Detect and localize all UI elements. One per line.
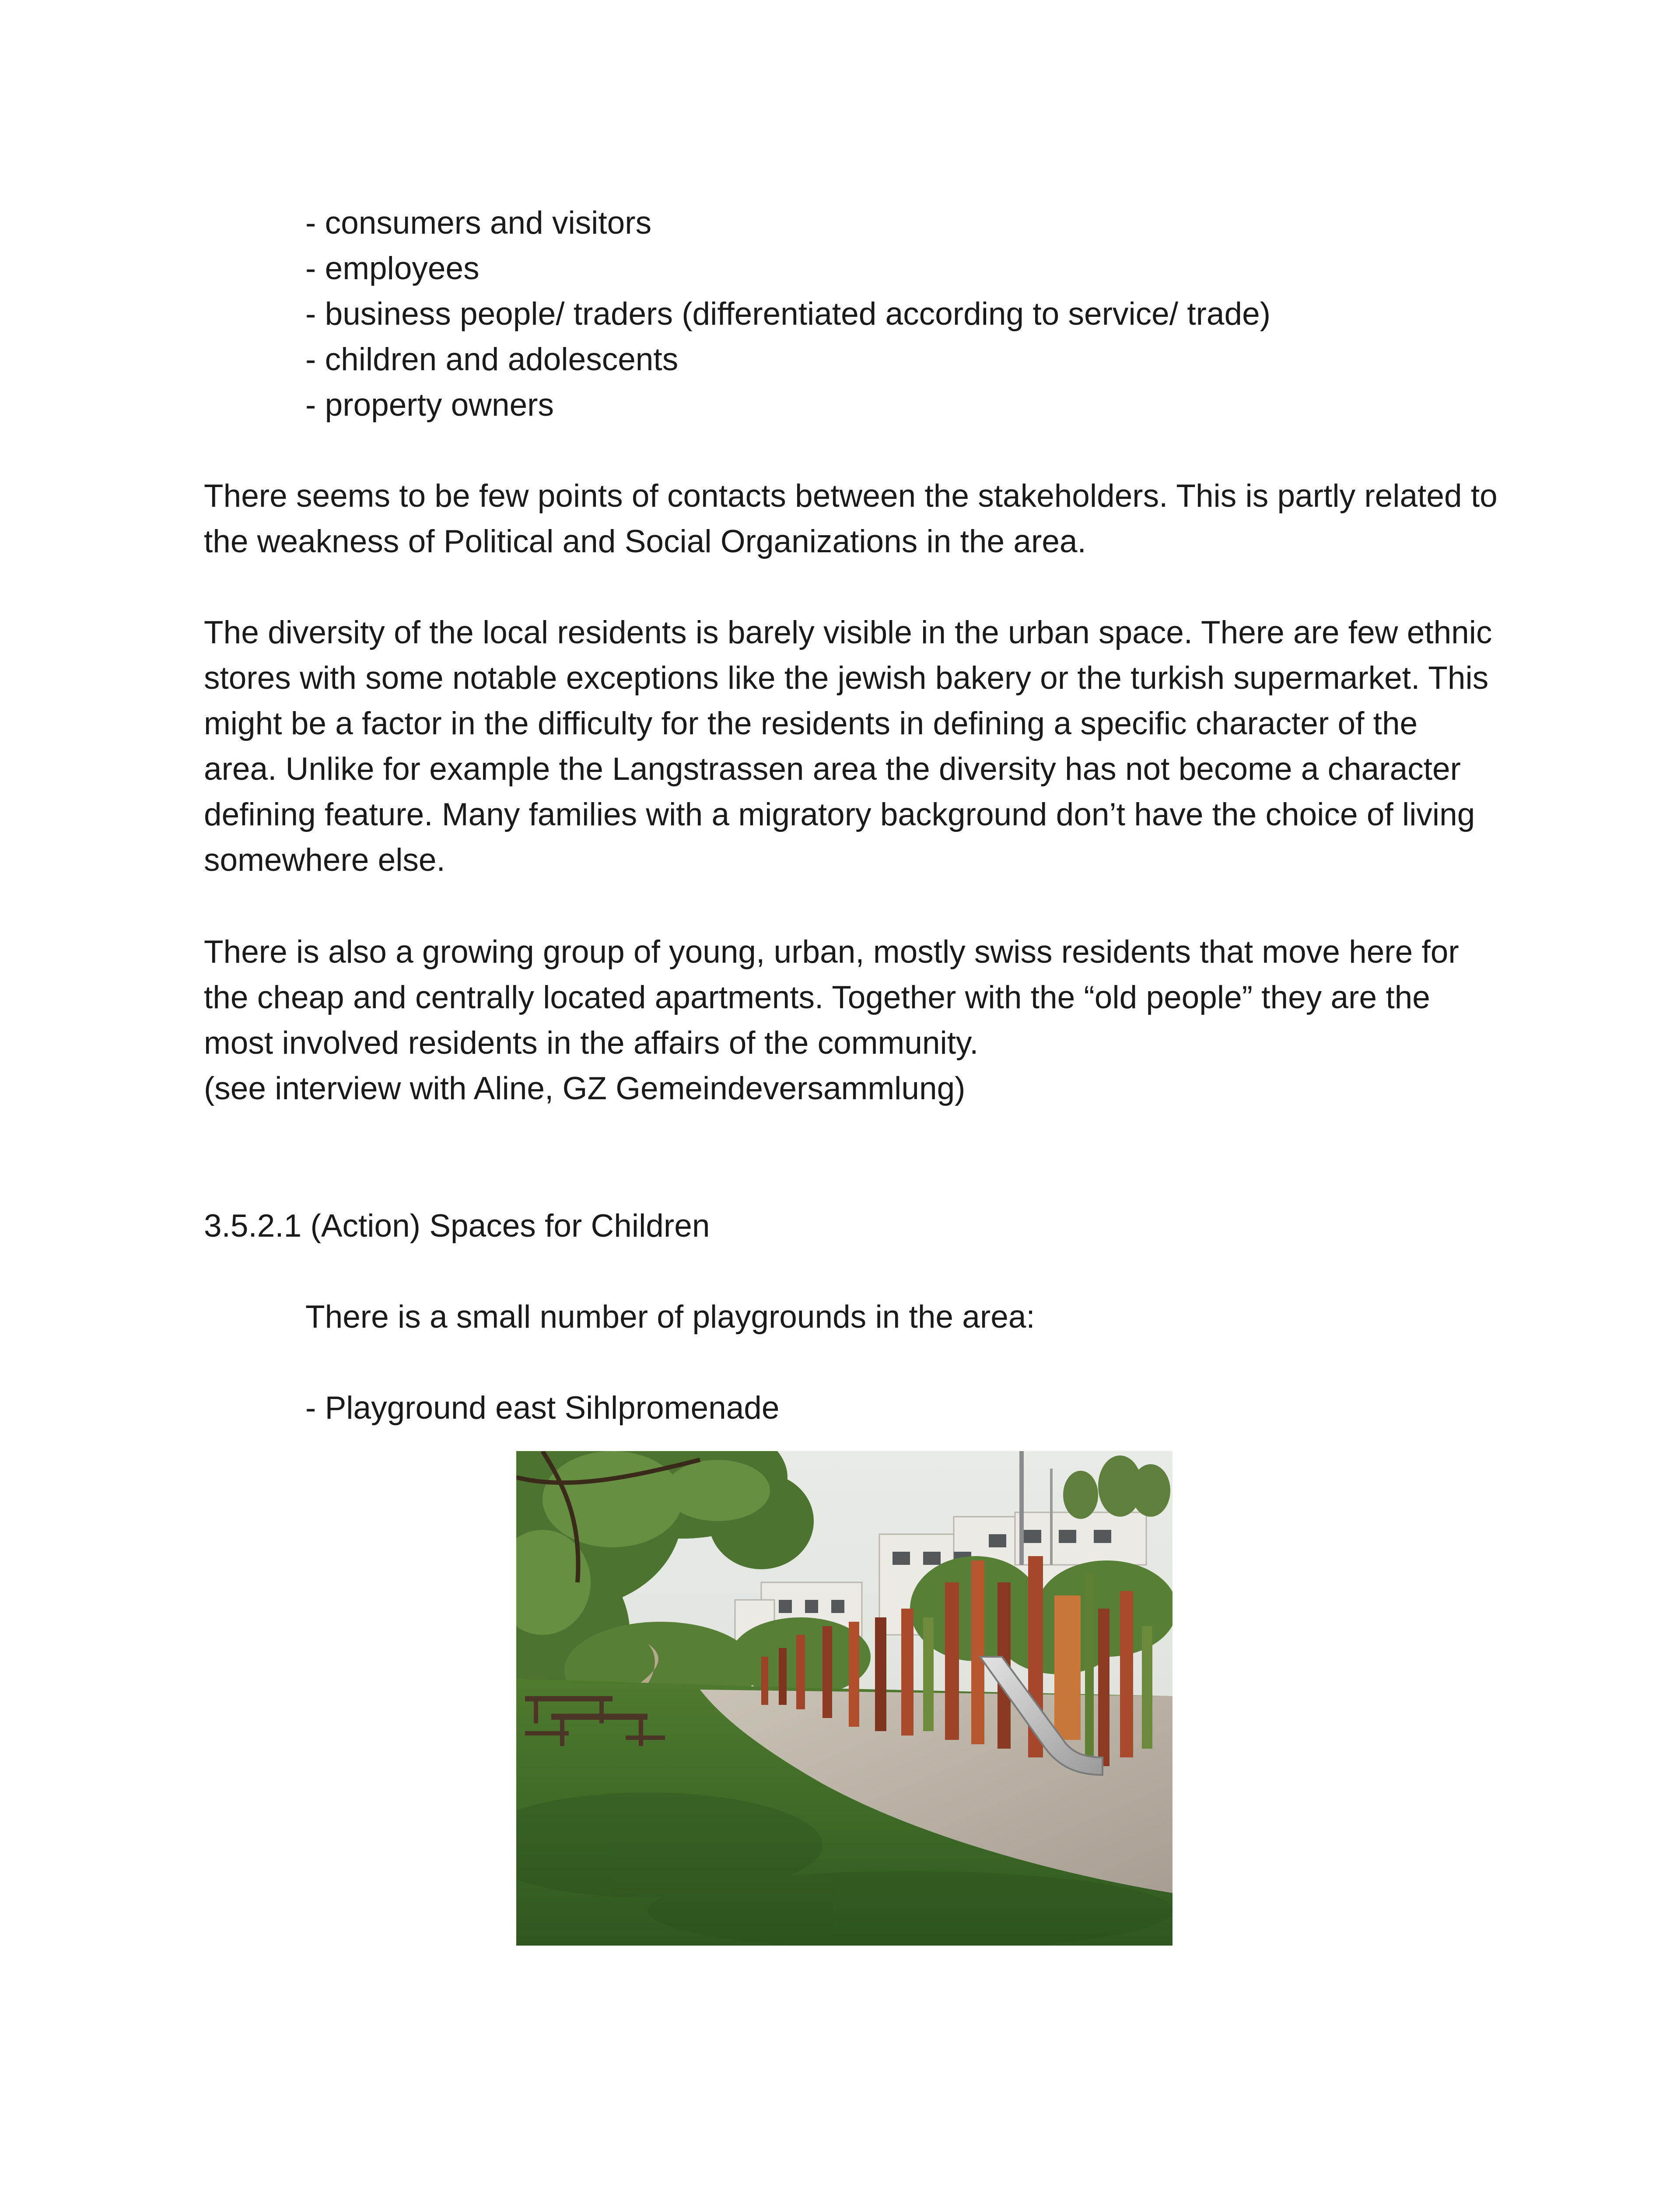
stakeholder-list [305, 200, 1530, 428]
list-item: - children and adolescents [305, 342, 679, 377]
list-item: - property owners [305, 387, 554, 423]
playground-photo [516, 1451, 1172, 1946]
paragraph-young-residents-block [204, 929, 1499, 1112]
interview-reference: (see interview with Aline, GZ Gemeindeversammlung) [204, 1071, 966, 1106]
playground-label: - Playground east Sihlpromenade [305, 1390, 780, 1426]
section-heading: 3.5.2.1 (Action) Spaces for Children [204, 1208, 710, 1244]
paragraph-diversity: The diversity of the local residents is barely visible in the urban space. There are few ethnic stores with some notable exceptions like the jewish bakery or the turkish supermarket. This might be a factor in the difficulty for the residents in defining a specific character of the area. Unlike for example the Langstrassen area the diversity has not become a character defining feature. Many families with a migratory background don’t have the choice of living somewhere else. [204, 615, 1492, 878]
paragraph-contacts: There seems to be few points of contacts between the stakeholders. This is partly related to the weakness of Political and Social Organizations in the area. [204, 478, 1498, 559]
paragraph-young-residents: There is also a growing group of young, urban, mostly swiss residents that move here for the cheap and centrally located apartments. Together with the “old people” they are the most involved residents in the affairs of the community. [204, 934, 1459, 1061]
playground-photo-illustration [516, 1451, 1172, 1946]
list-item: - employees [305, 251, 480, 286]
section-intro: There is a small number of playgrounds in the area: [305, 1299, 1035, 1335]
list-item: - business people/ traders (differentiated according to service/ trade) [305, 296, 1271, 332]
list-item: - consumers and visitors [305, 205, 652, 241]
